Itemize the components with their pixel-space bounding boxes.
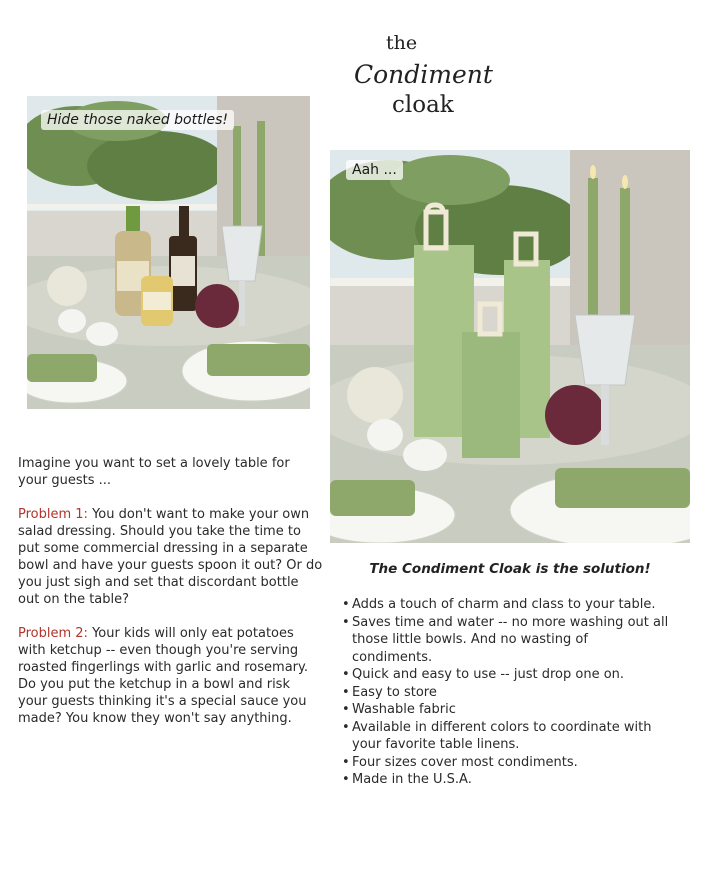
problem-1-label: Problem 1:	[18, 507, 88, 522]
title-line-1: the	[386, 32, 418, 54]
solution-heading: The Condiment Cloak is the solution!	[369, 561, 651, 577]
benefit-item: • Available in different colors to coordinate with your favorite table linens.	[342, 719, 672, 754]
photo-caption-after: Aah ...	[346, 160, 403, 180]
benefit-item: • Washable fabric	[342, 701, 672, 719]
benefit-item: • Four sizes cover most condiments.	[342, 754, 672, 772]
intro-text: Imagine you want to set a lovely table for your guests ...	[18, 456, 290, 488]
photo-caption-before: Hide those naked bottles!	[41, 110, 234, 130]
problem-1	[18, 506, 323, 608]
title-line-2: Condiment	[354, 60, 493, 89]
benefits-list	[342, 596, 672, 789]
photo-naked-bottles	[27, 96, 310, 409]
benefit-item: • Adds a touch of charm and class to your table.	[342, 596, 672, 614]
title-line-3: cloak	[392, 92, 454, 118]
photo-cloaked-bottles	[330, 150, 690, 543]
problem-2-label: Problem 2:	[18, 626, 88, 641]
problem-2-text: Your kids will only eat potatoes with ketchup -- even though you're serving roasted fingerlings with garlic and rosemary. Do you put the ketchup in a bowl and risk your guests thinking it's a special sauce you made? You know they won't say anything.	[18, 626, 308, 726]
problem-description	[18, 455, 323, 744]
benefit-item: • Saves time and water -- no more washing out all those little bowls. And no wasting of condiments.	[342, 614, 672, 667]
problem-1-text: You don't want to make your own salad dressing. Should you take the time to put some commercial dressing in a separate bowl and have your guests spoon it out? Or do you just sigh and set that discordant bottle out on the table?	[18, 507, 323, 607]
benefit-item: • Made in the U.S.A.	[342, 771, 672, 789]
benefit-item: • Easy to store	[342, 684, 672, 702]
benefit-item: • Quick and easy to use -- just drop one on.	[342, 666, 672, 684]
problem-2	[18, 625, 323, 727]
